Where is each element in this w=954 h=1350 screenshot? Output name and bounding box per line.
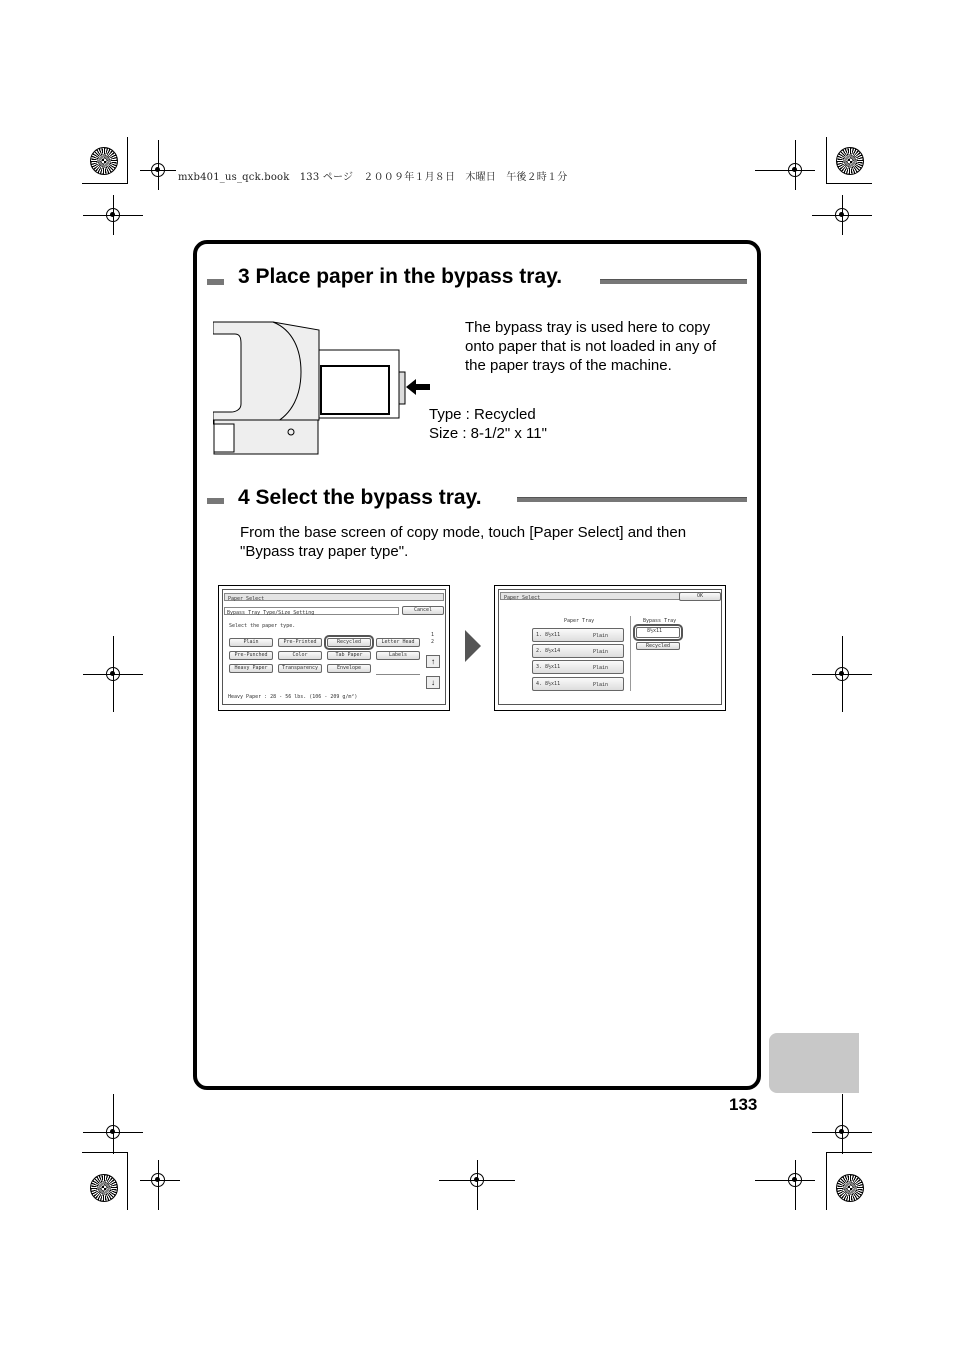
page-indicator: 1 xyxy=(431,632,435,638)
registration-star-top-left xyxy=(90,147,118,175)
crop-line xyxy=(82,1152,128,1153)
type-tabpaper-button[interactable]: Tab Paper xyxy=(327,651,371,660)
tray-1-button[interactable] xyxy=(532,628,624,642)
section4-title: 4 Select the bypass tray. xyxy=(238,486,482,509)
tray-1-label: 1. 8½x11 xyxy=(536,632,561,638)
paper-tray-label: Paper Tray xyxy=(564,618,595,624)
type-labels-button[interactable]: Labels xyxy=(376,651,420,660)
crop-line xyxy=(82,183,128,184)
title-rule xyxy=(600,279,747,284)
type-heavypaper-button[interactable]: Heavy Paper xyxy=(229,664,273,673)
crop-line xyxy=(826,1152,827,1210)
screen-panel xyxy=(222,589,446,705)
select-prompt: Select the paper type. xyxy=(229,623,296,629)
title-tick xyxy=(207,279,224,285)
crop-line xyxy=(826,183,872,184)
heavy-paper-note: Heavy Paper : 28 - 56 lbs. (106 - 209 g/m²) xyxy=(228,694,358,700)
tray-3-button[interactable] xyxy=(532,660,624,674)
section3-description: The bypass tray is used here to copy onto paper that is not loaded in any of the paper trays of the machine. xyxy=(465,319,717,374)
cancel-button[interactable]: Cancel xyxy=(402,606,444,615)
page-number: 133 xyxy=(729,1095,758,1114)
bypass-tray-label: Bypass Tray xyxy=(643,618,677,624)
crop-line xyxy=(127,137,128,184)
type-color-button[interactable]: Color xyxy=(278,651,322,660)
type-transparency-button[interactable]: Transparency xyxy=(278,664,322,673)
bypass-tray-button[interactable] xyxy=(636,627,680,638)
bypass-type-recycled[interactable]: Recycled xyxy=(636,642,680,650)
tray-4-type: Plain xyxy=(593,682,609,688)
scroll-down-button[interactable]: ↓ xyxy=(426,676,440,689)
section3-title: 3 Place paper in the bypass tray. xyxy=(238,265,563,288)
tray-3-label: 3. 8½x11 xyxy=(536,664,561,670)
copier-bypass-illustration xyxy=(213,320,433,456)
type-letterhead-button[interactable]: Letter Head xyxy=(376,638,420,647)
screen-panel xyxy=(498,589,722,705)
tray-4-label: 4. 8½x11 xyxy=(536,681,561,687)
type-envelope-button[interactable]: Envelope xyxy=(327,664,371,673)
bypass-size: 8½x11 xyxy=(647,628,663,634)
tray-2-button[interactable] xyxy=(532,644,624,658)
tray-4-button[interactable] xyxy=(532,677,624,691)
ok-button[interactable]: OK xyxy=(679,592,721,601)
title-tick xyxy=(207,498,224,504)
scroll-up-button[interactable]: ↑ xyxy=(426,655,440,668)
tray-2-type: Plain xyxy=(593,649,609,655)
type-prepunched-button[interactable]: Pre-Punched xyxy=(229,651,273,660)
section4-description: From the base screen of copy mode, touch [Paper Select] and then "Bypass tray paper type". xyxy=(240,524,687,560)
registration-star-top-right xyxy=(836,147,864,175)
screen-title: Paper Select xyxy=(504,595,541,601)
screen-subtitle: Bypass Tray Type/Size Setting xyxy=(227,610,315,616)
next-step-arrow-icon xyxy=(465,630,481,662)
tray-3-type: Plain xyxy=(593,665,609,671)
crop-line xyxy=(826,1152,872,1153)
type-recycled-button[interactable]: Recycled xyxy=(327,638,371,647)
bypass-type-screen xyxy=(218,585,450,711)
insert-arrow-icon xyxy=(406,379,430,395)
page-indicator: 2 xyxy=(431,639,435,645)
crop-line xyxy=(127,1152,128,1210)
column-divider xyxy=(630,616,631,691)
paper-size-line: Size : 8-1/2" x 11" xyxy=(429,425,547,442)
chapter-tab xyxy=(769,1033,859,1093)
tray-2-label: 2. 8½x14 xyxy=(536,648,561,654)
registration-star-bottom-right xyxy=(836,1174,864,1202)
file-info-header: mxb401_us_qck.book 133 ページ ２００９年１月８日 木曜日 午後２時１分 xyxy=(178,172,568,183)
type-plain-button[interactable]: Plain xyxy=(229,638,273,647)
screen-title: Paper Select xyxy=(228,596,265,602)
title-rule xyxy=(517,497,747,502)
paper-type-line: Type : Recycled xyxy=(429,406,536,423)
divider-line xyxy=(376,674,420,675)
paper-select-screen xyxy=(494,585,726,711)
tray-1-type: Plain xyxy=(593,633,609,639)
type-preprinted-button[interactable]: Pre-Printed xyxy=(278,638,322,647)
crop-line xyxy=(826,137,827,184)
registration-star-bottom-left xyxy=(90,1174,118,1202)
